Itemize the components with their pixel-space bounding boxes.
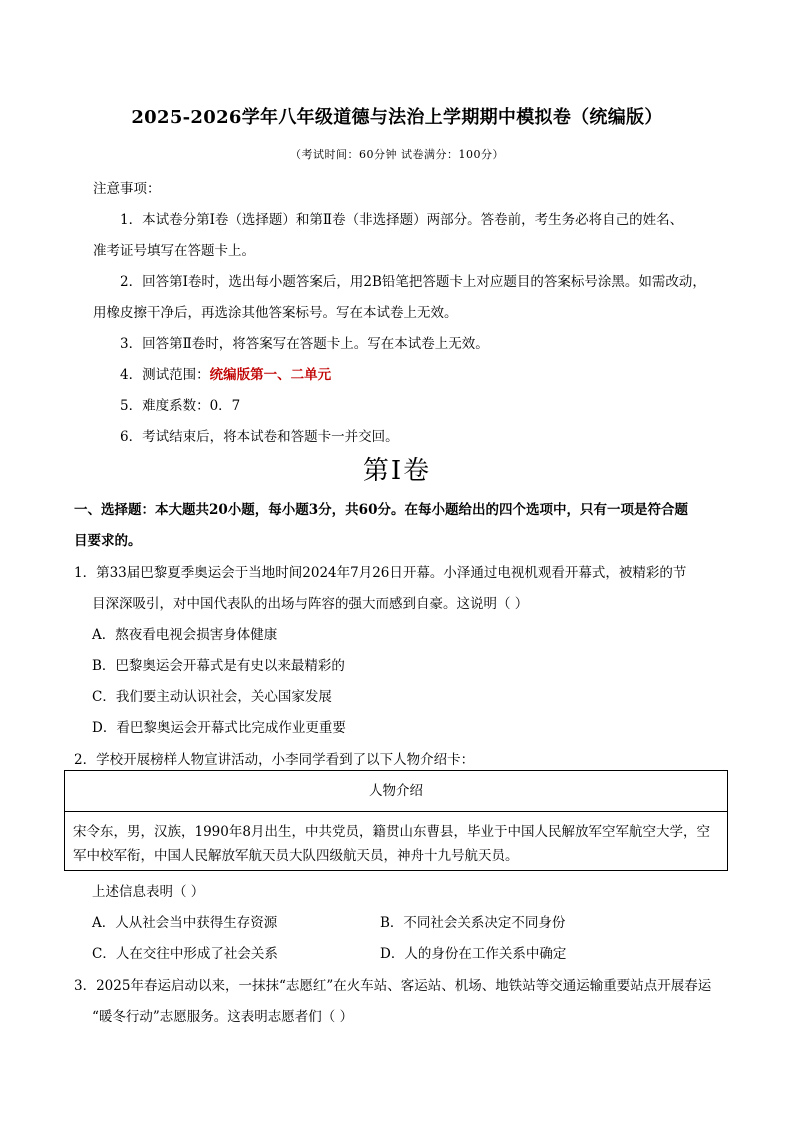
question-2-option-d: D．人的身份在工作关系中确定: [380, 946, 567, 962]
section-instructions-line-1: 一、选择题：本大题共20小题，每小题3分，共60分。在每小题给出的四个选项中，只有一项是符合题: [74, 502, 688, 518]
note-item-5: 5．难度系数：0．7: [120, 398, 241, 414]
question-1-option-a: A．熬夜看电视会损害身体健康: [92, 627, 278, 643]
question-1-option-d: D．看巴黎奥运会开幕式比完成作业更重要: [92, 720, 346, 736]
question-2-stem: 2．学校开展榜样人物宣讲活动，小李同学看到了以下人物介绍卡：: [74, 752, 475, 768]
page-title: 2025-2026学年八年级道德与法治上学期期中模拟卷（统编版）: [131, 107, 663, 128]
test-scope-highlight: 统编版第一、二单元: [209, 367, 332, 383]
question-2-prompt: 上述信息表明（ ）: [92, 884, 205, 900]
note-item-1-line-1: 1．本试卷分第Ⅰ卷（选择题）和第Ⅱ卷（非选择题）两部分。答卷前，考生务必将自己的姓名、: [120, 212, 684, 228]
question-1-option-b: B．巴黎奥运会开幕式是有史以来最精彩的: [92, 658, 345, 674]
question-1-line-2: 目深深吸引，对中国代表队的出场与阵容的强大而感到自豪。这说明（ ）: [92, 596, 529, 612]
question-2-option-c: C．人在交往中形成了社会关系: [92, 946, 278, 962]
notes-heading: 注意事项：: [93, 181, 161, 197]
note-item-3: 3．回答第Ⅱ卷时，将答案写在答题卡上。写在本试卷上无效。: [120, 336, 489, 352]
person-info-card: [64, 770, 728, 871]
question-1-line-1: 1．第33届巴黎夏季奥运会于当地时间2024年7月26日开幕。小泽通过电视机观看开幕式，被精彩的节: [74, 565, 687, 581]
question-3-line-1: 3．2025年春运启动以来，一抹抹“志愿红”在火车站、客运站、机场、地铁站等交通运输重要站点开展春运: [74, 978, 712, 994]
card-title: 人物介绍: [65, 771, 727, 812]
question-2-option-b: B．不同社会关系决定不同身份: [380, 915, 566, 931]
note-item-1-line-2: 准考证号填写在答题卡上。: [93, 243, 255, 259]
note-item-6: 6．考试结束后，将本试卷和答题卡一并交回。: [120, 429, 399, 445]
question-2-option-a: A．人从社会当中获得生存资源: [92, 915, 278, 931]
section-instructions-line-2: 目要求的。: [74, 533, 142, 549]
note-item-4-prefix: 4．测试范围：: [120, 367, 210, 383]
note-item-2-line-1: 2．回答第Ⅰ卷时，选出每小题答案后，用2B铅笔把答题卡上对应题目的答案标号涂黑。如需改动，: [120, 274, 706, 290]
question-1-option-c: C．我们要主动认识社会，关心国家发展: [92, 689, 332, 705]
part-title: 第Ⅰ卷: [362, 456, 432, 486]
note-item-4: [120, 363, 331, 383]
exam-info: （考试时间：60分钟 试卷满分：100分）: [290, 148, 504, 161]
card-body: 宋令东，男，汉族，1990年8月出生，中共党员，籍贯山东曹县，毕业于中国人民解放军空军航空大学，空军中校军衔，中国人民解放军航天员大队四级航天员，神舟十九号航天员。: [73, 824, 710, 864]
question-3-line-2: “暖冬行动”志愿服务。这表明志愿者们（ ）: [92, 1009, 354, 1025]
note-item-2-line-2: 用橡皮擦干净后，再选涂其他答案标号。写在本试卷上无效。: [93, 305, 458, 321]
